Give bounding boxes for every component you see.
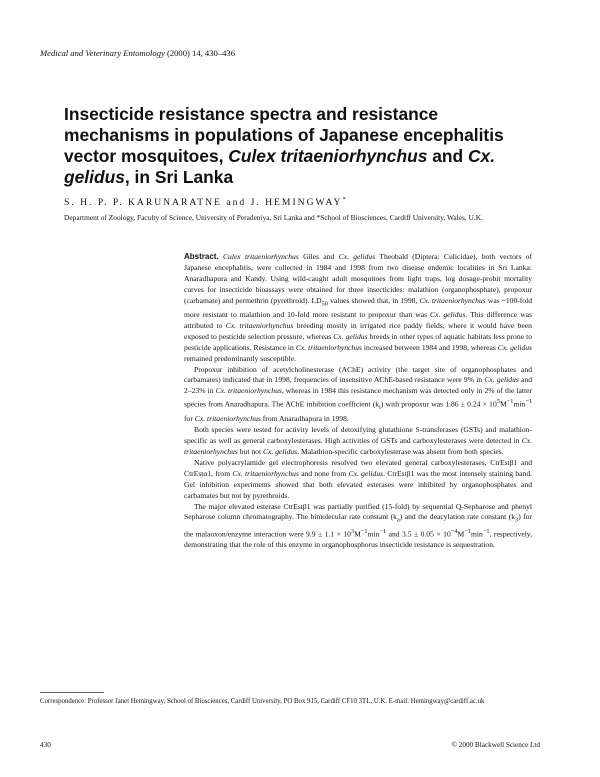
title-text: Insecticide resistance spectra and resistance mechanisms in populations of Japanese encephalitis vector mosquitoes, bbox=[64, 104, 504, 166]
title-species: Culex tritaeniorhynchus bbox=[228, 146, 428, 166]
abstract-paragraph: Native polyacrylamide gel electrophoresis resolved two elevated general carboxylesterases, CtrEstβ1 and CtrEstα1, from Cx. tritaeniorhynchus and none from Cx. gelidus. CtrEstβ1 was the most intensely staining band. Gel inhibition experiments showed that both elevated esterases were inhibited by organophosphates and carbamates but not by pyrethroids. bbox=[184, 457, 533, 500]
title-species: Cx. gelidus bbox=[64, 146, 496, 187]
page-number: 430 bbox=[40, 741, 51, 749]
abstract bbox=[184, 252, 532, 551]
correspondence-note: Correspondence: Professor Janet Hemingway, School of Biosciences, Cardiff University, PO Box 915, Cardiff CF10 3TL, U.K. E-mail: Hemingway@cardiff.ac.uk bbox=[40, 698, 485, 705]
title-text: and bbox=[427, 146, 468, 166]
affiliation: Department of Zoology, Faculty of Science, University of Peradeniya, Sri Lanka and *School of Biosciences, Cardiff University, Wales, U.K. bbox=[64, 213, 483, 222]
abstract-paragraph: The major elevated esterase CtrEstβ1 was partially purified (15-fold) by sequential Q-Sepharose and phenyl Sepharose column chromatography. The bimolecular rate constant $(k_a)$ and the deacylation rate constant $(k_3)$ for the malaoxon/enzyme interaction were $9.9 \pm 1.1 \times 10^3M^{-1}\min^{-1}$ and $3.5 \pm 0.05 \times 10^{-4}M^{-1}\min^{-1}$, respectively, demonstrating that the role of this enzyme in organophosphorus insecticide resistance is sequestration. bbox=[184, 501, 533, 550]
abstract-paragraph: Abstract. Culex tritaeniorhynchus Giles and Cx. gelidus Theobald (Diptera: Culicidae), both vectors of Japanese encephalitis, were collected in 1984 and 1998 from two disease endemic localities in Sri Lanka: Anaradhapura and Kandy. Using wild-caught adult mosquitoes from light traps, log dosage-probit mortality curves for insecticide bioassays were obtained for three insecticides: malathion (organophosphate), propoxur (carbamate) and permethrin (pyrethroid). $LD_{50}$ values showed that, in 1998, Cx. tritaeniorhynchus was ~100-fold more resistant to malathion and 10-fold more resistant to propoxur than was Cx. gelidus. This difference was attributed to Cx. tritaeniorhynchus breeding mostly in irrigated rice paddy fields, where it would have been exposed to pesticide selection pressure, whereas Cx. gelidus breeds in other types of aquatic habitats less prone to pesticide applications. Resistance in Cx. tritaeniorhynchus increased between 1984 and 1998, whereas Cx. gelidus remained predominantly susceptible. bbox=[184, 252, 533, 363]
abstract-paragraph: Both species were tested for activity levels of detoxifying glutathione S-transferases (GSTs) and malathion-specific as well as general carboxylesterases. High activities of GSTs and carboxylesterases were detected in Cx. tritaeniorhynchus but not Cx. gelidus. Malathion-specific carboxylesterase was absent from both species. bbox=[184, 425, 532, 456]
authors bbox=[64, 196, 346, 208]
copyright: © 2000 Blackwell Science Ltd bbox=[451, 741, 540, 749]
paper-title bbox=[64, 104, 544, 188]
abstract-heading: Abstract. bbox=[184, 252, 219, 261]
author-names: S. H. P. P. KARUNARATNE and J. HEMINGWAY bbox=[64, 197, 343, 209]
title-text: , in Sri Lanka bbox=[124, 167, 234, 187]
footnote-divider bbox=[40, 692, 104, 693]
author-affil-mark: * bbox=[342, 196, 346, 203]
journal-citation: (2000) 14, 430–436 bbox=[164, 48, 236, 58]
journal-name: Medical and Veterinary Entomology bbox=[40, 48, 165, 58]
abstract-paragraph: Propoxur inhibition of acetylcholinesterase (AChE) activity (the target site of organophosphates and carbamates) indicated that in 1998, frequencies of insensitive AChE-based resistance were 9% in Cx. gelidus and 2–23% in Cx. tritaeniorhynchus, whereas in 1984 this resistance mechanism was detected only in 2% of the latter species from Anaradhapura. The AChE inhibition coefficient $(k_i)$ with propoxur was $1.86 \pm 0.24 \times 10^5M^{-1}\min^{-1}$ for Cx. tritaeniorhynchus from Anaradhapura in 1998. bbox=[184, 364, 532, 424]
journal-header bbox=[40, 48, 235, 58]
